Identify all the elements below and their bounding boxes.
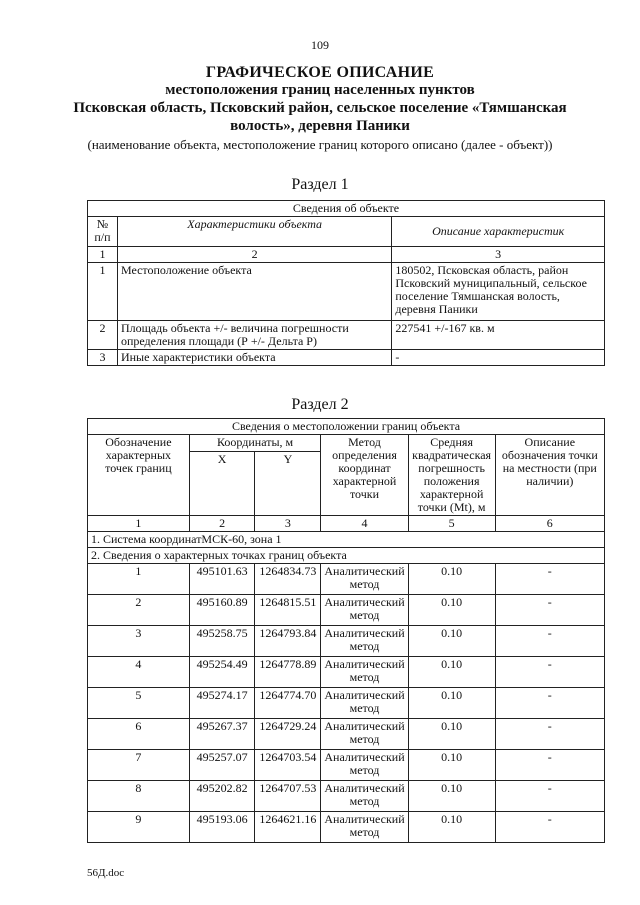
table-row [88, 564, 605, 595]
page-number: 109 [311, 38, 329, 52]
x-coordinate: 495160.89 [189, 595, 255, 626]
column-index: 1 [88, 516, 190, 532]
y-coordinate: 1264729.24 [255, 719, 321, 750]
coordinate-system-row: 1. Система координатМСК-60, зона 1 [88, 532, 605, 548]
method-cell: Аналитический метод [321, 657, 408, 688]
column-index: 6 [495, 516, 604, 532]
characteristic-name: Местоположение объекта [117, 263, 391, 321]
row-number: 1 [88, 263, 118, 321]
method-cell: Аналитический метод [321, 688, 408, 719]
x-coordinate: 495202.82 [189, 781, 255, 812]
y-coordinate: 1264621.16 [255, 812, 321, 843]
table-row [88, 321, 605, 350]
error-cell: 0.10 [408, 595, 495, 626]
column-index: 3 [392, 247, 605, 263]
column-header-description: Описание обозначения точки на местности (при наличии) [495, 435, 604, 516]
column-index: 3 [255, 516, 321, 532]
method-cell: Аналитический метод [321, 595, 408, 626]
column-header-no: № п/п [88, 217, 118, 247]
x-coordinate: 495193.06 [189, 812, 255, 843]
column-index: 2 [189, 516, 255, 532]
method-cell: Аналитический метод [321, 626, 408, 657]
method-cell: Аналитический метод [321, 750, 408, 781]
column-header-method: Метод определения координат характерной точки [321, 435, 408, 516]
method-cell: Аналитический метод [321, 781, 408, 812]
table-row [88, 657, 605, 688]
y-coordinate: 1264834.73 [255, 564, 321, 595]
document-title-line-3: Псковская область, Псковский район, сельское поселение «Тямшанская [73, 100, 567, 116]
y-coordinate: 1264815.51 [255, 595, 321, 626]
y-coordinate: 1264778.89 [255, 657, 321, 688]
point-label: 1 [88, 564, 190, 595]
table-title: Сведения о местоположении границ объекта [88, 419, 605, 435]
error-cell: 0.10 [408, 564, 495, 595]
x-coordinate: 495267.37 [189, 719, 255, 750]
error-cell: 0.10 [408, 657, 495, 688]
document-title-line-4: волость», деревня Паники [230, 118, 410, 134]
document-title: ГРАФИЧЕСКОЕ ОПИСАНИЕ [205, 64, 435, 81]
point-label: 7 [88, 750, 190, 781]
point-label: 8 [88, 781, 190, 812]
object-info-table [87, 200, 605, 366]
y-coordinate: 1264707.53 [255, 781, 321, 812]
column-index: 4 [321, 516, 408, 532]
boundary-points-table [87, 418, 605, 843]
error-cell: 0.10 [408, 750, 495, 781]
x-coordinate: 495274.17 [189, 688, 255, 719]
point-description: - [495, 657, 604, 688]
method-cell: Аналитический метод [321, 719, 408, 750]
column-header-description: Описание характеристик [392, 217, 605, 247]
table-row [88, 263, 605, 321]
point-description: - [495, 750, 604, 781]
point-description: - [495, 719, 604, 750]
characteristic-value: - [392, 350, 605, 366]
points-section-row: 2. Сведения о характерных точках границ объекта [88, 548, 605, 564]
error-cell: 0.10 [408, 812, 495, 843]
point-label: 5 [88, 688, 190, 719]
table-row [88, 626, 605, 657]
column-header-coordinates: Координаты, м [189, 435, 321, 452]
point-description: - [495, 781, 604, 812]
column-header-x: X [189, 452, 255, 516]
point-label: 9 [88, 812, 190, 843]
x-coordinate: 495101.63 [189, 564, 255, 595]
point-label: 3 [88, 626, 190, 657]
document-subtitle: (наименование объекта, местоположение границ которого описано (далее - объект)) [87, 137, 553, 152]
x-coordinate: 495257.07 [189, 750, 255, 781]
y-coordinate: 1264703.54 [255, 750, 321, 781]
column-header-point: Обозначение характерных точек границ [88, 435, 190, 516]
table-row [88, 750, 605, 781]
point-description: - [495, 688, 604, 719]
column-index: 2 [117, 247, 391, 263]
method-cell: Аналитический метод [321, 812, 408, 843]
column-index: 5 [408, 516, 495, 532]
error-cell: 0.10 [408, 688, 495, 719]
file-name-footer: 56Д.doc [87, 867, 125, 879]
table-row [88, 350, 605, 366]
point-label: 4 [88, 657, 190, 688]
characteristic-value: 227541 +/-167 кв. м [392, 321, 605, 350]
point-description: - [495, 812, 604, 843]
section-2-title: Раздел 2 [291, 396, 349, 413]
row-number: 3 [88, 350, 118, 366]
x-coordinate: 495258.75 [189, 626, 255, 657]
characteristic-name: Площадь объекта +/- величина погрешности определения площади (Р +/- Дельта Р) [117, 321, 391, 350]
column-header-characteristic: Характеристики объекта [117, 217, 391, 247]
point-label: 2 [88, 595, 190, 626]
point-label: 6 [88, 719, 190, 750]
point-description: - [495, 626, 604, 657]
point-description: - [495, 564, 604, 595]
characteristic-name: Иные характеристики объекта [117, 350, 391, 366]
column-index: 1 [88, 247, 118, 263]
error-cell: 0.10 [408, 719, 495, 750]
column-header-y: Y [255, 452, 321, 516]
table-row [88, 595, 605, 626]
document-title-line-2: местоположения границ населенных пунктов [165, 82, 475, 98]
characteristic-value: 180502, Псковская область, район Псковский муниципальный, сельское поселение Тямшанская волость, деревня Паники [392, 263, 605, 321]
error-cell: 0.10 [408, 626, 495, 657]
table-row [88, 688, 605, 719]
y-coordinate: 1264793.84 [255, 626, 321, 657]
table-row [88, 781, 605, 812]
row-number: 2 [88, 321, 118, 350]
y-coordinate: 1264774.70 [255, 688, 321, 719]
x-coordinate: 495254.49 [189, 657, 255, 688]
point-description: - [495, 595, 604, 626]
method-cell: Аналитический метод [321, 564, 408, 595]
table-row [88, 812, 605, 843]
error-cell: 0.10 [408, 781, 495, 812]
table-title: Сведения об объекте [88, 201, 605, 217]
column-header-error: Средняя квадратическая погрешность положения характерной точки (Mt), м [408, 435, 495, 516]
table-row [88, 719, 605, 750]
section-1-title: Раздел 1 [291, 176, 349, 193]
